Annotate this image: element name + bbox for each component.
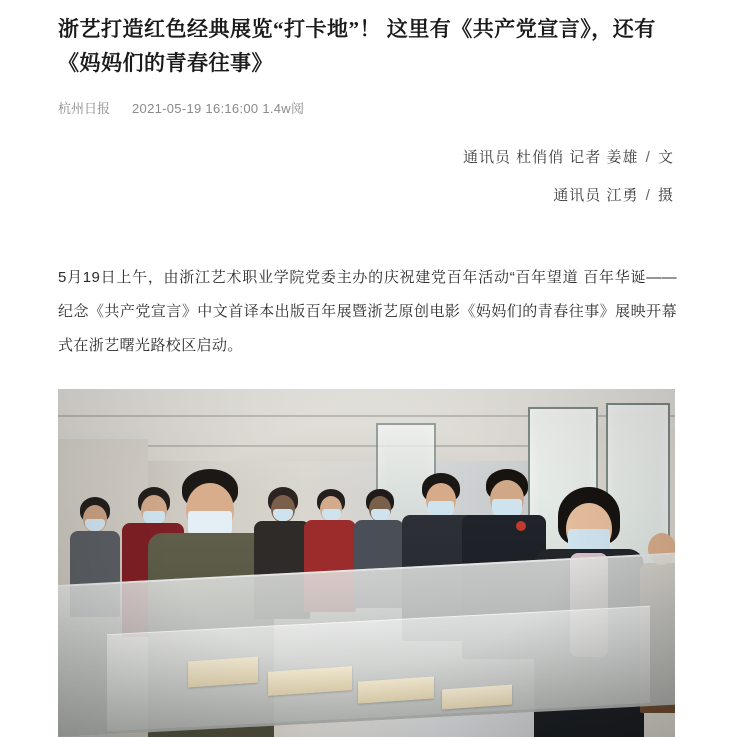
face-mask <box>85 519 105 531</box>
byline-line-photographer <box>58 177 674 215</box>
byline-separator-1: / <box>645 149 651 166</box>
article-paragraph: 5月19日上午，由浙江艺术职业学院党委主办的庆祝建党百年活动“百年望道 百年华诞——纪念《共产党宣言》中文首译本出版百年展暨浙艺原创电影《妈妈们的青春往事》展映开幕式在浙艺曙光路校区启动。 <box>58 269 677 354</box>
byline-line-writer <box>58 139 674 177</box>
party-badge <box>516 521 526 531</box>
byline-photographer-role: 摄 <box>657 187 674 204</box>
byline-separator-2: / <box>645 187 651 204</box>
article-meta <box>58 98 677 117</box>
exhibit-item-1 <box>188 657 258 688</box>
byline-photographer-text: 通讯员 江勇 <box>553 187 639 204</box>
byline-writer-text: 通讯员 杜俏俏 记者 姜雄 <box>462 149 639 166</box>
article-timestamp-views: 2021-05-19 16:16:00 1.4w阅 <box>132 101 305 116</box>
byline-writer-role: 文 <box>657 149 674 166</box>
byline <box>58 139 677 215</box>
article-photo <box>58 389 675 737</box>
photo-scene <box>58 389 675 737</box>
face-mask <box>273 509 293 521</box>
article-source: 杭州日报 <box>58 101 111 116</box>
page-title: 浙艺打造红色经典展览“打卡地”！ 这里有《共产党宣言》，还有《妈妈们的青春往事》 <box>58 17 656 75</box>
